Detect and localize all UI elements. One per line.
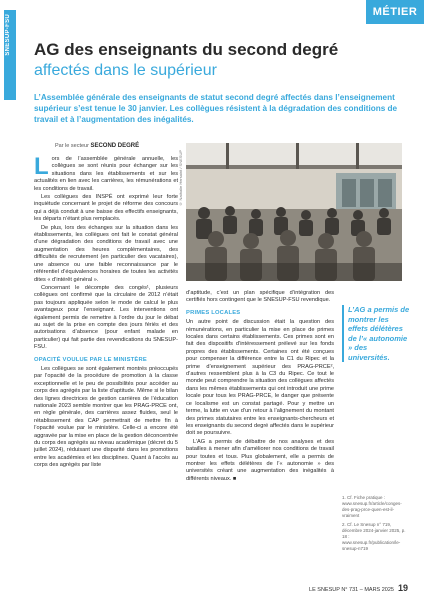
side-strip <box>0 0 18 600</box>
side-ribbon-label: SNESUP-FSU <box>5 14 11 56</box>
paragraph: Les collègues se sont également montrés préoccupés par l’opacité de la procédure de promotion à la classe exceptionnelle et le peu de possibilités pour accéder au corps des agrégés par la liste d’aptitude. Même si le bilan des lignes directrices de gestion carrières de l’éducation nationale 2023 semble montrer que les PRAG-PRCE ont, en règle générale, des carrières assez fluides, seul le rétablissement des CAP permettrait de mettre fin à l’opacité voulue par le ministère. Celle-ci a encore été aggravée par la mise en place de la gestion déconcentrée du corps des agrégés au niveau académique (décret du 5 juillet 2024), réduisant une disparité dans les promotions entre les académies et les disciplines. Quant à l’accès au corps des agrégés par liste <box>34 365 178 469</box>
article-column-2 <box>186 290 334 580</box>
paragraph: d’aptitude, c’est un plan spécifique d’intégration des certifiés hors contingent que le SNESUP-FSU revendique. <box>186 290 334 304</box>
footnote: 2. Cf. Le Snesup n° 719, décembre 2024-janvier 2025, p. 18 : www.snesup.fr/publication/le-snesup-n719 <box>342 522 406 551</box>
paragraph: Un autre point de discussion était la question des rémunérations, en particulier la mise en place de primes locales dans certains établissements. Ces primes sont en fait des dispositifs d’intéressement prélevé sur les fonds propres des établissements. Certaines ont été conçues pour compenser la différence entre la C1 du Ripec et la prime d’enseignement supérieur des PRAG-PRCE², d’autres ressemblent plus à la C3 du Ripec. Ce tout le monde peut comprendre la situation des collègues affectés dans les mêmes établissements qui ont introduit une prime locale pour tous les PRAG-PRCE, le danger que présente ce localisme est un constat partagé. Pour y mettre un terme, la lutte en vue d’un retour à l’alignement du montant des primes statutaires entre les enseignants-chercheurs et les enseignants du second degré affectés dans le supérieur doit se poursuivre. <box>186 319 334 437</box>
drop-cap: L <box>34 156 49 180</box>
article-lead: L’Assemblée générale des enseignants de statut second degré affectés dans l’enseignement supérieur s’est tenue le 30 janvier. Les collègues résistent à la dégradation des conditions de travail et à l’augmentation des inégalités. <box>34 93 398 124</box>
section-heading: PRIMES LOCALES <box>186 309 241 316</box>
section-rubric: MÉTIER <box>366 0 424 24</box>
issue-label: LE SNESUP N° 731 – MARS 2025 <box>309 587 394 593</box>
article-title: AG des enseignants du second degré <box>34 40 339 59</box>
page-number: 19 <box>397 583 408 593</box>
paragraph: L’AG a permis de débattre de nos analyses et des batailles à mener afin d’améliorer nos conditions de travail pour toutes et tous. Plus globalement, elle a permis de montrer les effets délétères de l’« autonomie » des universités créant une augmentation des inégalités à différents niveaux. ■ <box>186 438 334 482</box>
page-footer <box>309 583 408 593</box>
article-subtitle: affectés dans le supérieur <box>34 62 217 79</box>
article-column-1 <box>34 156 178 581</box>
meeting-photo-illustration <box>186 143 402 281</box>
pull-quote <box>342 305 410 362</box>
section-heading: OPACITÉ VOULUE PAR LE MINISTÈRE <box>34 356 147 363</box>
byline <box>55 142 180 150</box>
paragraph: Concernant le décompte des congés¹, plusieurs collègues ont confirmé que la circulaire de 2012 n’était pas toujours appliquée selon le mode de calcul le plus avantageux pour l’enseignant. Les interventions ont également permis de remettre à l’ordre du jour le débat au sujet de la prise en compte des jours fériés et des autorisations d’absence (pour enfant malade en particulier) qui fait partie des revendications du SNESUP-FSU. <box>34 284 178 351</box>
paragraph: De plus, lors des échanges sur la situation dans les établissements, les collègues ont fait le constat général d’une dégradation des conditions de travail avec une augmentation des heures complémentaires, des difficultés de recrutement (en particulier des vacataires), une absence ou une faible reconnaissance par le référentiel d’équivalences horaires de toutes les activités dites « d’intérêt général ». <box>34 224 178 283</box>
footnote: 1. Cf. Fiche pratique : www.snesup.fr/article/conges-des-prag-prce-quen-est-il-vraiment <box>342 495 402 518</box>
paragraph: Les collègues des INSPÉ ont exprimé leur forte inquiétude concernant le projet de réforme des concours qui a déjà conduit à une baisse des effectifs enseignants, les départs n’étant plus remplacés. <box>34 194 178 223</box>
pull-quote-text: L’AG a permis de montrer les effets délétères de l’« autonomie » des universités. <box>348 305 410 362</box>
byline-prefix: Par le secteur <box>55 143 89 149</box>
paragraph: Lors de l’assemblée générale annuelle, les collègues se sont réunis pour échanger sur les situations dans les établissements et sur les actualités en lien avec les carrières, les rémunérations et les conditions de travail. <box>34 156 178 192</box>
photo-credit: © Nathalie Hersaint / SNESUP <box>178 150 183 207</box>
side-ribbon <box>4 10 16 100</box>
footnotes <box>342 495 408 555</box>
meeting-photo <box>186 143 402 281</box>
byline-author: SECOND DEGRÉ <box>90 143 140 149</box>
